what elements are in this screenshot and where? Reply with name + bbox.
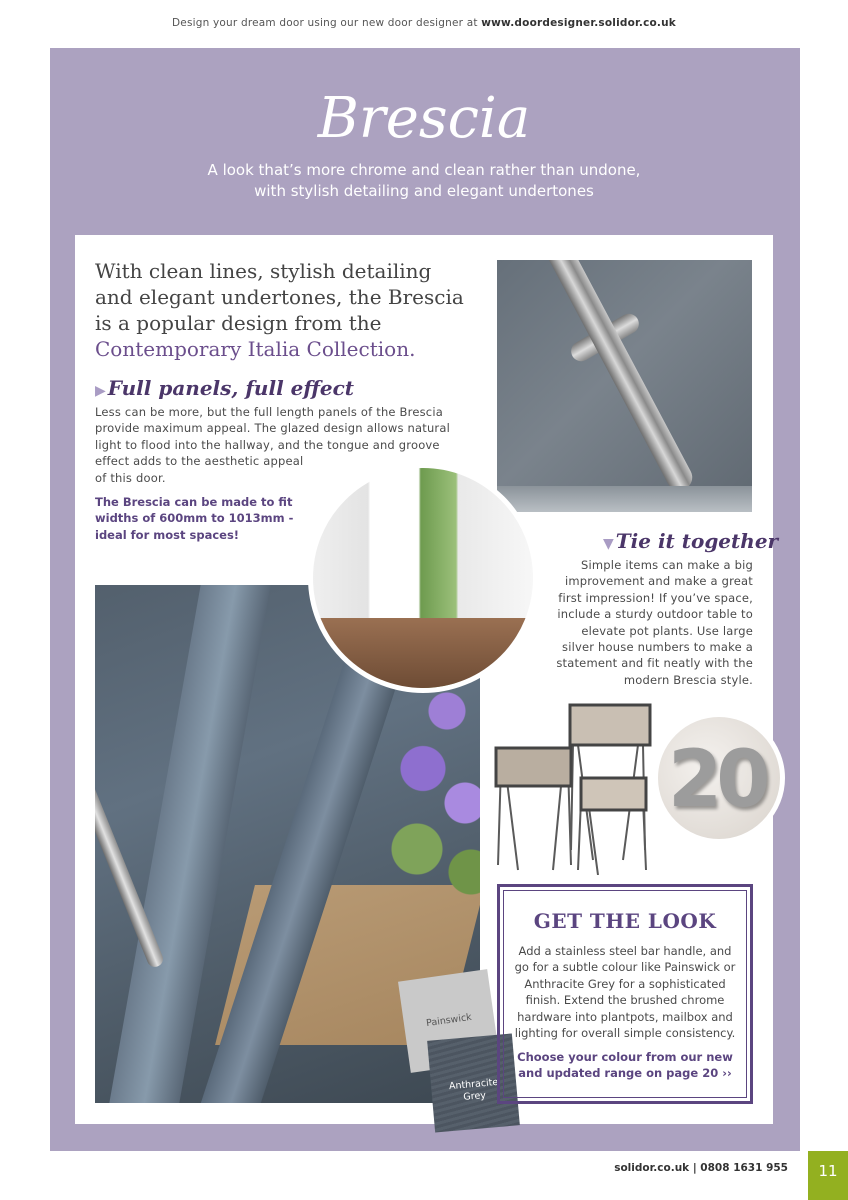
house-number-circle-photo — [653, 712, 785, 844]
hallway-circle-photo — [308, 463, 538, 693]
collection-name: Contemporary Italia Collection. — [95, 337, 416, 361]
tall-table-top — [570, 705, 650, 745]
subtitle-line-1: A look that’s more chrome and clean rather than undone, — [207, 161, 641, 179]
door-sill — [497, 486, 752, 512]
panels-body-end: of this door. — [95, 470, 166, 485]
purple-flowers — [375, 665, 480, 895]
page-title: Brescia — [317, 86, 531, 151]
top-banner — [0, 17, 848, 29]
anthracite-label-2: Grey — [462, 1089, 487, 1103]
panels-body-text: Less can be more, but the full length panels of the Brescia provide maximum appeal. The glazed design allows natural light to flood into the hallway, and the tongue and groove effect adds to the aesthetic appeal — [95, 405, 451, 469]
mosaic-tables-photo — [493, 700, 658, 875]
intro-text: With clean lines, stylish detailing and elegant undertones, the Brescia is a popular design from the — [95, 259, 464, 335]
tie-body: Simple items can make a big improvement and make a great first impression! If you’ve space, include a sturdy outdoor table to elevate pot plants. Use large silver house numbers to make a statement and fit neatly with the modern Brescia style. — [556, 558, 753, 687]
tie-heading — [603, 529, 778, 553]
get-the-look-box — [497, 884, 753, 1104]
hallway-floor — [313, 618, 538, 688]
colour-range-link[interactable]: Choose your colour from our new and updated range on page 20 ›› — [517, 1050, 733, 1080]
down-triangle-icon: ▼ — [603, 536, 614, 552]
door-handle-photo — [497, 260, 752, 512]
anthracite-label-1: Anthracite — [448, 1076, 499, 1093]
footer-contact: solidor.co.uk | 0808 1631 955 — [614, 1162, 788, 1174]
chrome-bar-handle — [533, 260, 697, 495]
page-subtitle — [0, 160, 848, 202]
tie-heading-text: Tie it together — [615, 529, 779, 553]
page-number: 11 — [808, 1151, 848, 1200]
play-triangle-icon: ▶ — [95, 383, 106, 399]
intro-paragraph — [95, 258, 475, 362]
panels-heading — [95, 376, 354, 400]
designer-link[interactable]: www.doordesigner.solidor.co.uk — [481, 17, 676, 29]
house-number: 20 — [668, 735, 765, 825]
left-table-top — [496, 748, 571, 786]
panels-heading-text: Full panels, full effect — [107, 376, 355, 400]
get-the-look-body: Add a stainless steel bar handle, and go for a subtle colour like Painswick or Anthracite Grey for a sophisticated finish. Extend the brushed chrome hardware into plantpots, mailbox and lighting for overall simple consistency. — [514, 944, 736, 1041]
width-callout: The Brescia can be made to fit widths of 600mm to 1013mm - ideal for most spaces! — [95, 495, 294, 542]
painswick-label: Painswick — [425, 1011, 473, 1030]
get-the-look-title: GET THE LOOK — [533, 909, 717, 933]
top-banner-text: Design your dream door using our new door designer at — [172, 17, 482, 29]
small-table-top — [581, 778, 646, 810]
subtitle-line-2: with stylish detailing and elegant undertones — [254, 182, 594, 200]
